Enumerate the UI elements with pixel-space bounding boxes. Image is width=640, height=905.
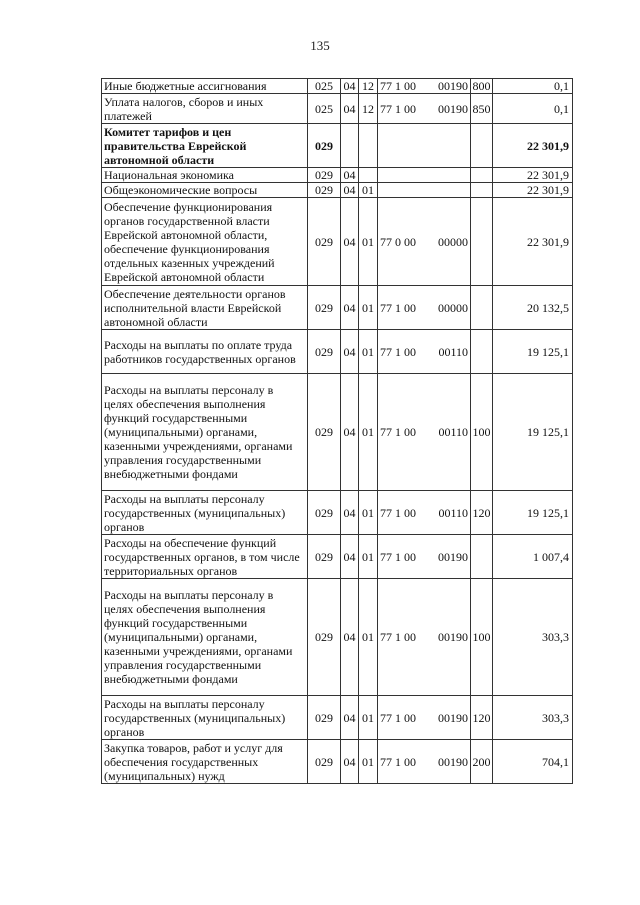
row-expense-type (471, 330, 493, 374)
row-target-article (378, 491, 471, 535)
row-section: 04 (341, 168, 359, 183)
program-code: 77 1 00 (380, 630, 416, 644)
program-code: 77 1 00 (380, 79, 416, 93)
table-row (102, 198, 573, 286)
row-section: 04 (341, 374, 359, 491)
row-name: Уплата налогов, сборов и иных платежей (102, 94, 308, 124)
row-name: Обеспечение деятельности органов исполнительной власти Еврейской автономной области (102, 286, 308, 330)
row-subsection (359, 168, 378, 183)
row-subsection: 01 (359, 696, 378, 740)
table-row (102, 535, 573, 579)
row-section: 04 (341, 183, 359, 198)
row-grbs: 029 (308, 740, 341, 784)
row-subsection: 01 (359, 183, 378, 198)
direction-code: 00190 (438, 549, 468, 564)
row-expense-type: 800 (472, 79, 491, 93)
row-expense-type (471, 183, 493, 198)
table-row (102, 696, 573, 740)
row-expense-type: 100 (471, 374, 493, 491)
table-row (102, 740, 573, 784)
table-row (102, 286, 573, 330)
row-target-article (378, 535, 471, 579)
table-row (102, 94, 573, 124)
direction-code: 00190 (438, 630, 468, 644)
row-grbs: 025 (308, 79, 341, 94)
table-row (102, 79, 573, 94)
row-subsection: 01 (359, 535, 378, 579)
row-target-article (378, 79, 471, 94)
row-grbs: 029 (308, 374, 341, 491)
row-subsection: 01 (359, 579, 378, 696)
program-code: 77 1 00 (380, 101, 416, 116)
row-name: Расходы на выплаты персоналу государственных (муниципальных) органов (102, 696, 308, 740)
row-expense-type (471, 198, 493, 286)
row-amount: 19 125,1 (493, 491, 573, 535)
program-code: 77 1 00 (380, 754, 416, 769)
row-amount: 303,3 (493, 579, 573, 696)
row-expense-type (471, 286, 493, 330)
row-expense-type: 120 (471, 696, 493, 740)
row-amount: 22 301,9 (493, 198, 573, 286)
row-amount: 0,1 (493, 79, 573, 94)
row-section: 04 (341, 491, 359, 535)
direction-code: 00190 (438, 710, 468, 725)
row-target-article (378, 198, 471, 286)
table-row (102, 183, 573, 198)
row-target-article (378, 286, 471, 330)
row-amount: 704,1 (493, 740, 573, 784)
direction-code: 00110 (438, 344, 468, 359)
row-name: Расходы на выплаты персоналу в целях обеспечения выполнения функций государственными (муниципальными) органами, казенными учреждениями, органами управления государственными внебюджетными фондами (102, 374, 308, 491)
row-expense-type: 100 (471, 579, 493, 696)
row-grbs: 029 (308, 579, 341, 696)
row-expense-type: 850 (471, 94, 493, 124)
row-target-article (378, 94, 471, 124)
row-subsection: 01 (359, 491, 378, 535)
row-subsection: 01 (359, 374, 378, 491)
row-name: Комитет тарифов и цен правительства Еврейской автономной области (102, 124, 308, 168)
row-section: 04 (341, 286, 359, 330)
row-section (341, 124, 359, 168)
row-grbs: 029 (308, 330, 341, 374)
row-subsection: 01 (359, 198, 378, 286)
direction-code: 00000 (438, 234, 468, 249)
row-subsection: 01 (359, 740, 378, 784)
row-subsection: 12 (359, 94, 378, 124)
row-target-article (378, 740, 471, 784)
table-row (102, 491, 573, 535)
row-target-article (378, 696, 471, 740)
table-row (102, 168, 573, 183)
row-grbs: 029 (308, 491, 341, 535)
row-expense-type (471, 535, 493, 579)
row-target-article (378, 374, 471, 491)
row-grbs: 029 (308, 286, 341, 330)
row-grbs: 029 (308, 183, 341, 198)
budget-table (101, 78, 573, 784)
row-section: 04 (341, 696, 359, 740)
row-section: 04 (341, 579, 359, 696)
row-expense-type: 200 (471, 740, 493, 784)
direction-code: 00190 (438, 101, 468, 116)
row-target-article (378, 168, 471, 183)
row-section: 04 (341, 79, 359, 94)
row-subsection: 12 (359, 79, 378, 94)
row-grbs: 025 (308, 94, 341, 124)
row-grbs: 029 (308, 198, 341, 286)
row-name: Расходы на выплаты по оплате труда работников государственных органов (102, 330, 308, 374)
program-code: 77 1 00 (380, 505, 416, 520)
row-name: Обеспечение функционирования органов государственной власти Еврейской автономной области, обеспечение функционирования отдельных казенных учреждений Еврейской автономной области (102, 198, 308, 286)
row-amount: 303,3 (493, 696, 573, 740)
row-target-article (378, 183, 471, 198)
row-amount: 20 132,5 (493, 286, 573, 330)
row-amount: 0,1 (493, 94, 573, 124)
row-expense-type (471, 168, 493, 183)
program-code: 77 1 00 (380, 425, 416, 439)
program-code: 77 1 00 (380, 549, 416, 564)
program-code: 77 1 00 (380, 710, 416, 725)
row-amount: 1 007,4 (493, 535, 573, 579)
row-section: 04 (341, 740, 359, 784)
table-row (102, 124, 573, 168)
direction-code: 00190 (438, 79, 468, 93)
row-section: 04 (341, 94, 359, 124)
row-name: Национальная экономика (102, 168, 308, 183)
row-section: 04 (341, 330, 359, 374)
program-code: 77 1 00 (380, 300, 416, 315)
row-name: Иные бюджетные ассигнования (102, 79, 308, 94)
table-row (102, 579, 573, 696)
row-name: Закупка товаров, работ и услуг для обеспечения государственных (муниципальных) нужд (102, 740, 308, 784)
program-code: 77 0 00 (380, 234, 416, 249)
row-amount: 22 301,9 (493, 183, 573, 198)
row-name: Расходы на обеспечение функций государственных органов, в том числе территориальных органов (102, 535, 308, 579)
row-target-article (378, 330, 471, 374)
row-name: Общеэкономические вопросы (102, 183, 308, 198)
row-name: Расходы на выплаты персоналу в целях обеспечения выполнения функций государственными (муниципальными) органами, казенными учреждениями, органами управления государственными внебюджетными фондами (102, 579, 308, 696)
row-grbs: 029 (308, 124, 341, 168)
row-amount: 22 301,9 (493, 168, 573, 183)
row-subsection (359, 124, 378, 168)
row-section: 04 (341, 535, 359, 579)
direction-code: 00190 (438, 754, 468, 769)
page-number: 135 (310, 38, 330, 53)
table-row (102, 374, 573, 491)
program-code: 77 1 00 (380, 344, 416, 359)
row-amount: 22 301,9 (493, 124, 573, 168)
row-subsection: 01 (359, 330, 378, 374)
row-expense-type (471, 124, 493, 168)
row-subsection: 01 (359, 286, 378, 330)
direction-code: 00110 (438, 505, 468, 520)
row-grbs: 029 (308, 168, 341, 183)
row-grbs: 029 (308, 696, 341, 740)
row-target-article (378, 124, 471, 168)
row-section: 04 (341, 198, 359, 286)
direction-code: 00110 (438, 425, 468, 439)
row-expense-type: 120 (471, 491, 493, 535)
table-row (102, 330, 573, 374)
row-amount: 19 125,1 (493, 374, 573, 491)
direction-code: 00000 (438, 300, 468, 315)
table-body (102, 79, 573, 784)
row-target-article (378, 579, 471, 696)
row-amount: 19 125,1 (493, 330, 573, 374)
row-grbs: 029 (308, 535, 341, 579)
row-name: Расходы на выплаты персоналу государственных (муниципальных) органов (102, 491, 308, 535)
